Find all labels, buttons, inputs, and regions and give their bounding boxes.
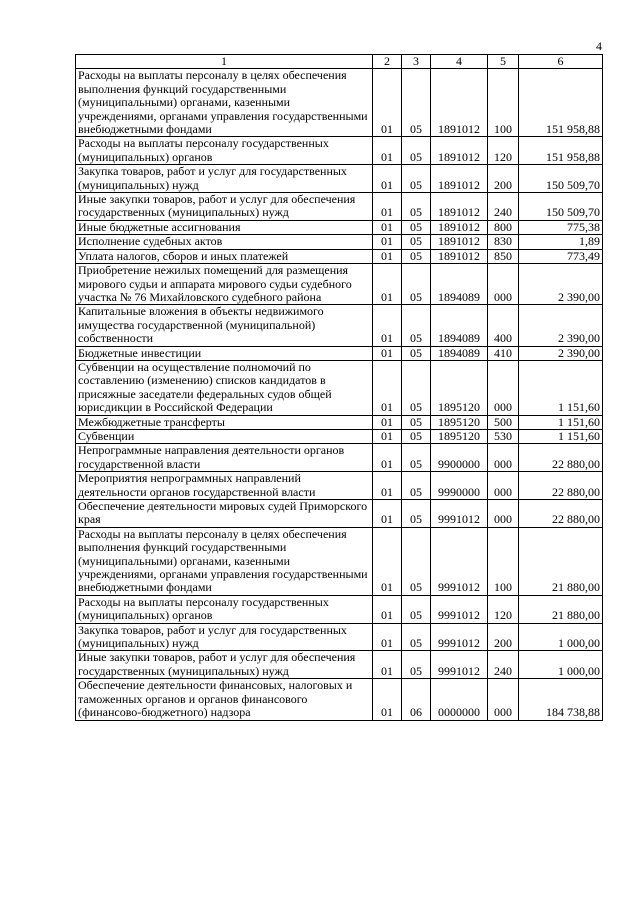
section-code-cell: 01 [373,193,402,221]
subsection-code-cell: 05 [402,165,431,193]
subsection-code-cell: 05 [402,360,431,415]
column-header: 5 [488,55,519,69]
column-header: 2 [373,55,402,69]
expense-name-cell: Обеспечение деятельности финансовых, налоговых и таможенных органов и органов финансового (финансово-бюджетного) надзора [76,679,373,720]
section-code-cell: 01 [373,527,402,595]
table-row [76,415,603,429]
expense-name-cell: Иные закупки товаров, работ и услуг для обеспечения государственных (муниципальных) нужд [76,651,373,679]
column-header: 3 [402,55,431,69]
table-row [76,527,603,595]
column-header: 6 [519,55,603,69]
target-article-cell: 1894089 [431,305,488,346]
expense-type-cell: 000 [488,472,519,500]
expense-name-cell: Субвенции на осуществление полномочий по составлению (изменению) списков кандидатов в присяжные заседатели федеральных судов общей юрисдикции в Российской Федерации [76,360,373,415]
table-row [76,165,603,193]
subsection-code-cell: 05 [402,472,431,500]
subsection-code-cell: 05 [402,264,431,305]
subsection-code-cell: 05 [402,235,431,249]
expense-type-cell: 100 [488,527,519,595]
header-row [76,55,603,69]
section-code-cell: 01 [373,165,402,193]
expense-type-cell: 850 [488,249,519,263]
target-article-cell: 1891012 [431,69,488,137]
expense-type-cell: 800 [488,220,519,234]
section-code-cell: 01 [373,679,402,720]
section-code-cell: 01 [373,429,402,443]
section-code-cell: 01 [373,137,402,165]
section-code-cell: 01 [373,415,402,429]
expense-type-cell: 000 [488,500,519,528]
target-article-cell: 1891012 [431,235,488,249]
section-code-cell: 01 [373,264,402,305]
amount-cell: 150 509,70 [519,165,603,193]
expense-name-cell: Расходы на выплаты персоналу в целях обеспечения выполнения функций государственными (муниципальными) органами, казенными учреждениями, органами управления государственными внебюджетными фондами [76,527,373,595]
target-article-cell: 1894089 [431,264,488,305]
section-code-cell: 01 [373,595,402,623]
expense-name-cell: Закупка товаров, работ и услуг для государственных (муниципальных) нужд [76,623,373,651]
target-article-cell: 9991012 [431,595,488,623]
amount-cell: 1 151,60 [519,360,603,415]
section-code-cell: 01 [373,360,402,415]
amount-cell: 150 509,70 [519,193,603,221]
amount-cell: 1 000,00 [519,623,603,651]
column-header: 4 [431,55,488,69]
subsection-code-cell: 05 [402,137,431,165]
amount-cell: 22 880,00 [519,444,603,472]
target-article-cell: 9991012 [431,500,488,528]
amount-cell: 2 390,00 [519,346,603,360]
amount-cell: 773,49 [519,249,603,263]
expense-name-cell: Иные бюджетные ассигнования [76,220,373,234]
section-code-cell: 01 [373,623,402,651]
subsection-code-cell: 05 [402,429,431,443]
subsection-code-cell: 05 [402,623,431,651]
target-article-cell: 9991012 [431,623,488,651]
expense-name-cell: Закупка товаров, работ и услуг для государственных (муниципальных) нужд [76,165,373,193]
subsection-code-cell: 05 [402,220,431,234]
expense-name-cell: Иные закупки товаров, работ и услуг для обеспечения государственных (муниципальных) нужд [76,193,373,221]
amount-cell: 21 880,00 [519,595,603,623]
expense-name-cell: Расходы на выплаты персоналу государственных (муниципальных) органов [76,595,373,623]
target-article-cell: 1894089 [431,346,488,360]
amount-cell: 1 000,00 [519,651,603,679]
section-code-cell: 01 [373,249,402,263]
table-row [76,500,603,528]
target-article-cell: 1895120 [431,429,488,443]
table-row [76,220,603,234]
section-code-cell: 01 [373,500,402,528]
amount-cell: 1,89 [519,235,603,249]
table-row [76,472,603,500]
amount-cell: 2 390,00 [519,264,603,305]
table-row [76,137,603,165]
expense-name-cell: Расходы на выплаты персоналу в целях обеспечения выполнения функций государственными (муниципальными) органами, казенными учреждениями, органами управления государственными внебюджетными фондами [76,69,373,137]
budget-table [75,54,603,721]
table-row [76,429,603,443]
expense-name-cell: Приобретение нежилых помещений для размещения мирового судьи и аппарата мирового судьи судебного участка № 76 Михайловского судебного района [76,264,373,305]
expense-type-cell: 830 [488,235,519,249]
amount-cell: 151 958,88 [519,69,603,137]
expense-name-cell: Обеспечение деятельности мировых судей Приморского края [76,500,373,528]
section-code-cell: 01 [373,346,402,360]
table-row [76,679,603,720]
amount-cell: 2 390,00 [519,305,603,346]
table-row [76,193,603,221]
subsection-code-cell: 05 [402,193,431,221]
table-row [76,69,603,137]
amount-cell: 184 738,88 [519,679,603,720]
target-article-cell: 1895120 [431,360,488,415]
target-article-cell: 1891012 [431,220,488,234]
amount-cell: 22 880,00 [519,500,603,528]
target-article-cell: 0000000 [431,679,488,720]
table-body [76,69,603,720]
expense-type-cell: 530 [488,429,519,443]
target-article-cell: 1895120 [431,415,488,429]
expense-name-cell: Исполнение судебных актов [76,235,373,249]
expense-type-cell: 000 [488,264,519,305]
table-row [76,595,603,623]
subsection-code-cell: 05 [402,444,431,472]
subsection-code-cell: 05 [402,651,431,679]
table-row [76,249,603,263]
section-code-cell: 01 [373,651,402,679]
table-row [76,235,603,249]
table-header [76,55,603,69]
expense-type-cell: 200 [488,623,519,651]
expense-type-cell: 500 [488,415,519,429]
table-row [76,444,603,472]
expense-type-cell: 120 [488,137,519,165]
expense-type-cell: 400 [488,305,519,346]
section-code-cell: 01 [373,220,402,234]
target-article-cell: 1891012 [431,165,488,193]
target-article-cell: 1891012 [431,249,488,263]
page-number: 4 [596,39,602,53]
expense-name-cell: Бюджетные инвестиции [76,346,373,360]
subsection-code-cell: 05 [402,415,431,429]
section-code-cell: 01 [373,444,402,472]
expense-type-cell: 240 [488,651,519,679]
amount-cell: 151 958,88 [519,137,603,165]
subsection-code-cell: 05 [402,305,431,346]
amount-cell: 1 151,60 [519,429,603,443]
expense-name-cell: Мероприятия непрограммных направлений деятельности органов государственной власти [76,472,373,500]
expense-type-cell: 100 [488,69,519,137]
expense-type-cell: 410 [488,346,519,360]
subsection-code-cell: 05 [402,595,431,623]
expense-type-cell: 200 [488,165,519,193]
section-code-cell: 01 [373,305,402,346]
amount-cell: 21 880,00 [519,527,603,595]
target-article-cell: 9991012 [431,527,488,595]
table-row [76,651,603,679]
table-row [76,346,603,360]
amount-cell: 22 880,00 [519,472,603,500]
expense-type-cell: 000 [488,444,519,472]
amount-cell: 1 151,60 [519,415,603,429]
subsection-code-cell: 05 [402,69,431,137]
expense-name-cell: Межбюджетные трансферты [76,415,373,429]
section-code-cell: 01 [373,69,402,137]
table-row [76,623,603,651]
column-header: 1 [76,55,373,69]
subsection-code-cell: 05 [402,346,431,360]
expense-name-cell: Непрограммные направления деятельности органов государственной власти [76,444,373,472]
target-article-cell: 1891012 [431,193,488,221]
target-article-cell: 9991012 [431,651,488,679]
expense-name-cell: Расходы на выплаты персоналу государственных (муниципальных) органов [76,137,373,165]
table-row [76,264,603,305]
expense-name-cell: Капитальные вложения в объекты недвижимого имущества государственной (муниципальной) собственности [76,305,373,346]
expense-name-cell: Уплата налогов, сборов и иных платежей [76,249,373,263]
target-article-cell: 9990000 [431,472,488,500]
subsection-code-cell: 06 [402,679,431,720]
target-article-cell: 1891012 [431,137,488,165]
table-row [76,305,603,346]
target-article-cell: 9900000 [431,444,488,472]
section-code-cell: 01 [373,472,402,500]
table-row [76,360,603,415]
expense-type-cell: 000 [488,679,519,720]
amount-cell: 775,38 [519,220,603,234]
subsection-code-cell: 05 [402,527,431,595]
section-code-cell: 01 [373,235,402,249]
expense-type-cell: 120 [488,595,519,623]
expense-type-cell: 000 [488,360,519,415]
subsection-code-cell: 05 [402,249,431,263]
subsection-code-cell: 05 [402,500,431,528]
expense-type-cell: 240 [488,193,519,221]
expense-name-cell: Субвенции [76,429,373,443]
